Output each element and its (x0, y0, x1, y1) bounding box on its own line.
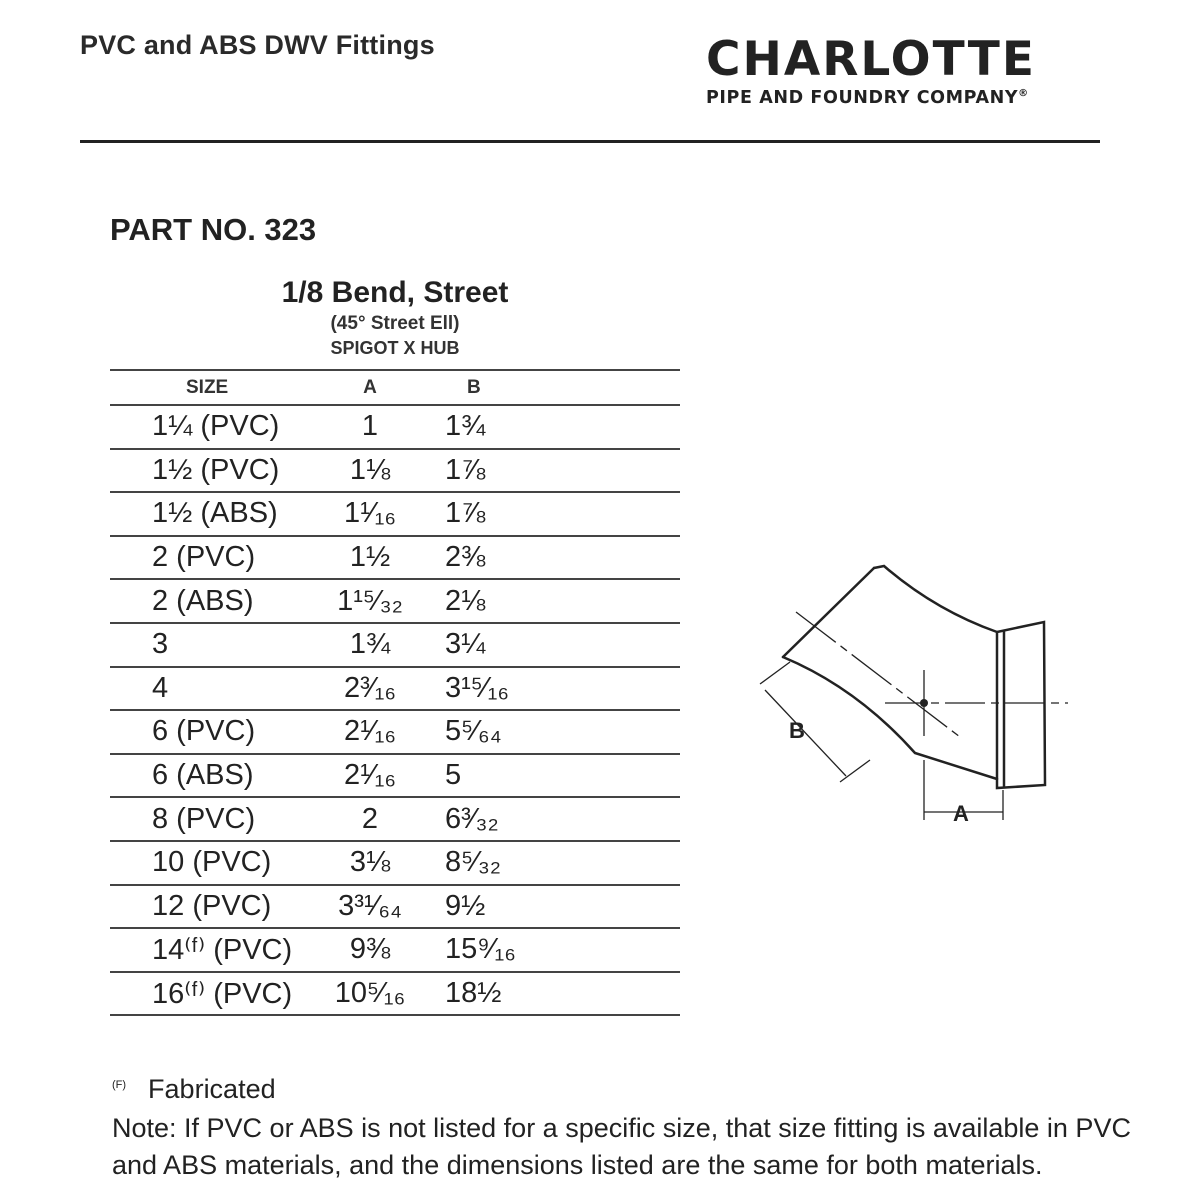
dimension-a-cell: 3⅛ (305, 841, 435, 885)
dimension-a-cell: 1½ (305, 536, 435, 580)
company-logo (706, 34, 1096, 108)
row-spacer (525, 449, 680, 493)
row-spacer (525, 928, 680, 972)
dimension-b-cell: 9½ (435, 885, 525, 929)
dimension-b-cell: 3¼ (435, 623, 525, 667)
table-row (110, 928, 680, 972)
logo-company-subtitle (706, 88, 1096, 108)
row-spacer (525, 536, 680, 580)
dimension-label-b: B (789, 718, 805, 743)
dimension-b-cell: 5⁵⁄₆₄ (435, 710, 525, 754)
table-row (110, 579, 680, 623)
table-row (110, 885, 680, 929)
row-spacer (525, 972, 680, 1016)
material-note: Note: If PVC or ABS is not listed for a specific size, that size fitting is available in PVC and ABS materials, and the dimensions listed are the same for both materials. (112, 1113, 1131, 1180)
column-header-spacer (525, 370, 680, 405)
fitting-name: 1/8 Bend, Street (281, 276, 509, 309)
fitting-diagram (740, 560, 1080, 830)
table-row (110, 623, 680, 667)
dimension-b-ext-2 (840, 760, 870, 782)
row-spacer (525, 710, 680, 754)
size-cell: 6 (PVC) (110, 710, 305, 754)
size-cell: 6 (ABS) (110, 754, 305, 798)
size-cell: 1½ (PVC) (110, 449, 305, 493)
table-row (110, 667, 680, 711)
size-cell: 2 (ABS) (110, 579, 305, 623)
size-cell: 10 (PVC) (110, 841, 305, 885)
dimension-a-cell: 2 (305, 797, 435, 841)
size-cell: 12 (PVC) (110, 885, 305, 929)
part-number: PART NO. 323 (110, 212, 317, 247)
size-cell: 3 (110, 623, 305, 667)
fitting-inner-wall (783, 657, 997, 779)
footnote-text: Fabricated (148, 1074, 276, 1104)
fitting-title-block (110, 275, 680, 359)
fitting-outer-wall (874, 566, 997, 632)
center-point (920, 699, 928, 707)
dimension-b-cell: 1⅞ (435, 449, 525, 493)
dimension-a-cell: 9⅜ (305, 928, 435, 972)
table-row (110, 754, 680, 798)
table-row (110, 710, 680, 754)
row-spacer (525, 579, 680, 623)
dimension-a-cell: 1⅛ (305, 449, 435, 493)
row-spacer (525, 492, 680, 536)
dimension-a-cell: 2¹⁄₁₆ (305, 754, 435, 798)
dimension-b-line (765, 690, 846, 776)
table-row (110, 492, 680, 536)
dimension-b-cell: 8⁵⁄₃₂ (435, 841, 525, 885)
dimension-label-a: A (953, 801, 969, 826)
dimension-b-cell: 18½ (435, 972, 525, 1016)
logo-subtitle-text: PIPE AND FOUNDRY COMPANY (706, 88, 1019, 108)
dimension-b-cell: 2⅜ (435, 536, 525, 580)
size-cell: 2 (PVC) (110, 536, 305, 580)
registered-mark: ® (1018, 88, 1029, 100)
dimensions-table-body (110, 405, 680, 1015)
table-row (110, 841, 680, 885)
dimension-a-cell: 1¹⁄₁₆ (305, 492, 435, 536)
row-spacer (525, 623, 680, 667)
size-cell: 1¼ (PVC) (110, 405, 305, 449)
dimension-b-cell: 2⅛ (435, 579, 525, 623)
dimension-a-cell: 3³¹⁄₆₄ (305, 885, 435, 929)
size-cell: 14⁽ᶠ⁾ (PVC) (110, 928, 305, 972)
table-header-row (110, 370, 680, 405)
footnote (112, 1074, 276, 1105)
dimension-b-cell: 15⁹⁄₁₆ (435, 928, 525, 972)
column-header-a: A (305, 370, 435, 405)
footnote-mark: (F) (112, 1079, 127, 1091)
size-cell: 4 (110, 667, 305, 711)
row-spacer (525, 754, 680, 798)
column-header-size: SIZE (110, 370, 305, 405)
dimension-a-cell: 10⁵⁄₁₆ (305, 972, 435, 1016)
dimension-a-cell: 2³⁄₁₆ (305, 667, 435, 711)
dimension-a-cell: 1¾ (305, 623, 435, 667)
dimension-b-ext-1 (760, 662, 790, 684)
row-spacer (525, 797, 680, 841)
size-cell: 8 (PVC) (110, 797, 305, 841)
header-divider (80, 140, 1100, 143)
table-row (110, 972, 680, 1016)
dimension-a-cell: 2¹⁄₁₆ (305, 710, 435, 754)
row-spacer (525, 667, 680, 711)
table-row (110, 405, 680, 449)
dimension-b-cell: 6³⁄₃₂ (435, 797, 525, 841)
table-row (110, 449, 680, 493)
fitting-connection: SPIGOT X HUB (330, 338, 460, 358)
dimension-b-cell: 5 (435, 754, 525, 798)
dimension-a-cell: 1 (305, 405, 435, 449)
row-spacer (525, 841, 680, 885)
dimension-b-cell: 1¾ (435, 405, 525, 449)
fitting-alt-name: (45° Street Ell) (330, 313, 460, 334)
column-header-b: B (435, 370, 525, 405)
size-cell: 1½ (ABS) (110, 492, 305, 536)
dimension-a-cell: 1¹⁵⁄₃₂ (305, 579, 435, 623)
row-spacer (525, 405, 680, 449)
document-category: PVC and ABS DWV Fittings (80, 30, 435, 60)
logo-company-name: CHARLOTTE (706, 32, 1036, 87)
table-row (110, 797, 680, 841)
dimension-b-cell: 1⅞ (435, 492, 525, 536)
dimensions-table (110, 369, 680, 1016)
dimension-b-cell: 3¹⁵⁄₁₆ (435, 667, 525, 711)
table-row (110, 536, 680, 580)
row-spacer (525, 885, 680, 929)
size-cell: 16⁽ᶠ⁾ (PVC) (110, 972, 305, 1016)
